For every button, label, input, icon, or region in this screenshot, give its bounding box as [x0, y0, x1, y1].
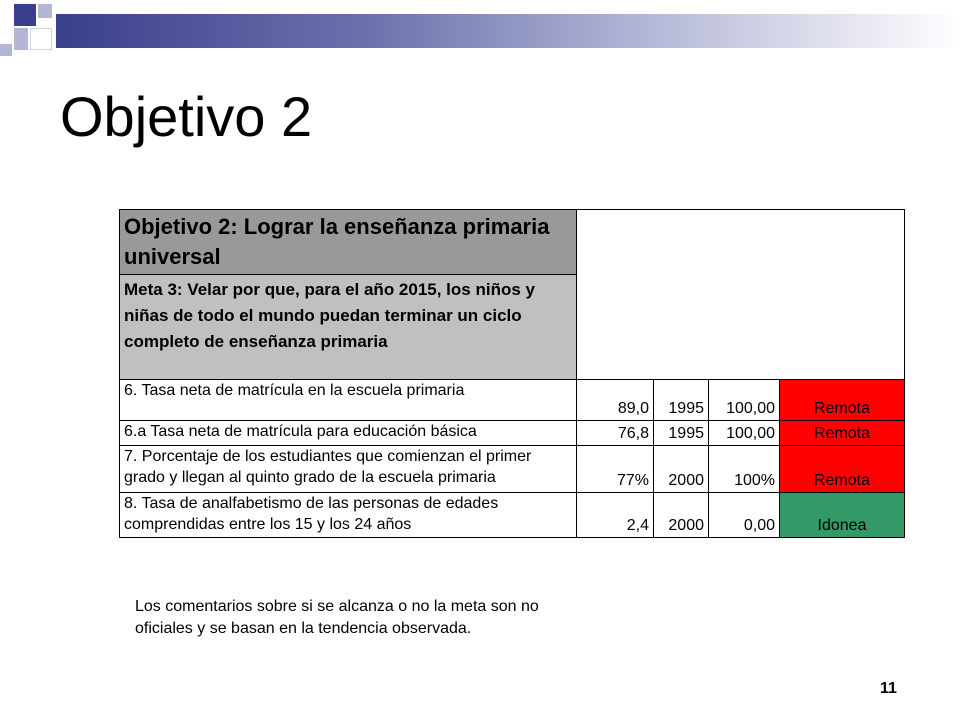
- empty-header-cell: [577, 210, 905, 380]
- indicator-cell: 7. Porcentaje de los estudiantes que comienzan el primer grado y llegan al quinto grado de la escuela primaria: [120, 446, 577, 493]
- goal-header-row: [120, 210, 905, 275]
- target-value-cell: 100,00: [709, 380, 780, 421]
- decor-square: [30, 28, 52, 50]
- table-row: [120, 446, 905, 493]
- target-cell: Meta 3: Velar por que, para el año 2015, los niños y niñas de todo el mundo puedan terminar un ciclo completo de enseñanza primaria: [120, 275, 577, 380]
- decor-square: [0, 44, 12, 56]
- target-value-cell: 100,00: [709, 421, 780, 446]
- status-badge: Idonea: [780, 493, 905, 538]
- value-cell: 89,0: [577, 380, 654, 421]
- goal-table: [119, 209, 905, 538]
- status-badge: Remota: [780, 380, 905, 421]
- page-number: 11: [880, 680, 897, 697]
- year-cell: 2000: [654, 493, 709, 538]
- header-band: [56, 14, 960, 48]
- indicator-cell: 8. Tasa de analfabetismo de las personas de edades comprendidas entre los 15 y los 24 años: [120, 493, 577, 538]
- value-cell: 2,4: [577, 493, 654, 538]
- table-row: [120, 380, 905, 421]
- value-cell: 76,8: [577, 421, 654, 446]
- year-cell: 1995: [654, 380, 709, 421]
- target-value-cell: 100%: [709, 446, 780, 493]
- goal-title-cell: Objetivo 2: Lograr la enseñanza primaria universal: [120, 210, 577, 275]
- indicator-cell: 6. Tasa neta de matrícula en la escuela primaria: [120, 380, 577, 421]
- year-cell: 2000: [654, 446, 709, 493]
- year-cell: 1995: [654, 421, 709, 446]
- target-value-cell: 0,00: [709, 493, 780, 538]
- indicator-cell: 6.a Tasa neta de matrícula para educación básica: [120, 421, 577, 446]
- table-row: [120, 493, 905, 538]
- status-badge: Remota: [780, 446, 905, 493]
- decor-square: [38, 4, 52, 18]
- status-badge: Remota: [780, 421, 905, 446]
- decor-square: [14, 28, 28, 50]
- slide-title: Objetivo 2: [60, 85, 313, 148]
- decor-square: [14, 4, 36, 26]
- footnote: Los comentarios sobre si se alcanza o no la meta son no oficiales y se basan en la tendencia observada.: [135, 598, 539, 637]
- value-cell: 77%: [577, 446, 654, 493]
- table-row: [120, 421, 905, 446]
